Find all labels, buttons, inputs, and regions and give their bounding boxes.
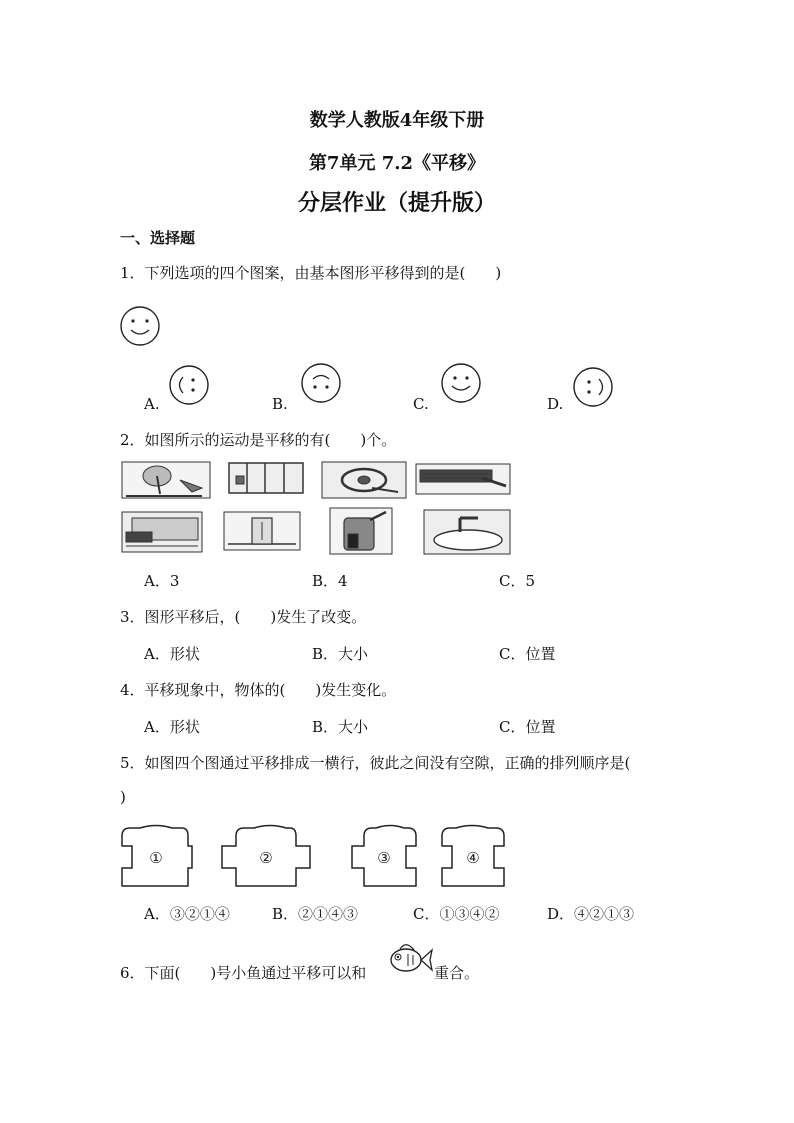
q3-option-b[interactable]: B．大小 xyxy=(312,645,369,663)
q5-option-b[interactable]: B．②①④③ xyxy=(272,905,359,923)
question-3-stem: 3．图形平移后，( )发生了改变。 xyxy=(120,608,367,626)
q2-option-b[interactable]: B．4 xyxy=(312,572,348,590)
question-2-stem: 2．如图所示的运动是平移的有( )个。 xyxy=(120,431,397,449)
picture-drawer-icon xyxy=(122,512,202,552)
q4-option-c[interactable]: C．位置 xyxy=(499,718,556,736)
puzzle-label-3: ③ xyxy=(377,849,391,867)
q1-option-a-label: A. xyxy=(144,395,160,413)
q1-option-d-label: D. xyxy=(547,395,564,413)
q1-option-c-label: C. xyxy=(413,395,429,413)
q3-option-a[interactable]: A．形状 xyxy=(144,645,200,663)
puzzle-shape-2-icon xyxy=(220,826,314,890)
section-heading: 一、选择题 xyxy=(120,229,196,247)
question-4-stem: 4．平移现象中，物体的( )发生变化。 xyxy=(120,681,397,699)
question-5-stem-line-2: ) xyxy=(120,788,126,806)
picture-faucet-sink-icon xyxy=(424,510,510,554)
smiley-option-a-icon[interactable] xyxy=(168,364,212,408)
question-5-stem-line-1: 5．如图四个图通过平移排成一横行，彼此之间没有空隙，正确的排列顺序是( xyxy=(120,754,631,772)
picture-steering-wheel-icon xyxy=(322,462,406,498)
q4-option-a[interactable]: A．形状 xyxy=(144,718,200,736)
header-line-1: 数学人教版4年级下册 xyxy=(309,110,485,131)
q4-option-b[interactable]: B．大小 xyxy=(312,718,369,736)
header-line-2: 第7单元 7.2《平移》 xyxy=(308,153,486,174)
q5-option-d[interactable]: D．④②①③ xyxy=(547,905,635,923)
smiley-base-icon xyxy=(118,304,164,350)
smiley-option-b-icon[interactable] xyxy=(300,362,344,406)
picture-drawer-slide-icon xyxy=(416,464,510,494)
fish-icon xyxy=(388,938,434,978)
question-6-stem-after: 重合。 xyxy=(434,964,480,982)
puzzle-shape-3-icon xyxy=(350,826,420,890)
question-1-stem: 1．下列选项的四个图案，由基本图形平移得到的是( ) xyxy=(120,264,502,282)
header-line-3: 分层作业（提升版） xyxy=(297,190,496,216)
picture-fan-icon xyxy=(122,462,210,498)
picture-window-icon xyxy=(228,462,304,494)
picture-sliding-door-icon xyxy=(224,512,300,550)
smiley-option-c-icon[interactable] xyxy=(440,362,484,406)
puzzle-shape-1-icon xyxy=(120,826,194,890)
q1-option-b-label: B. xyxy=(272,395,288,413)
picture-pencil-sharpener-icon xyxy=(330,508,392,554)
question-6-stem-before: 6．下面( )号小鱼通过平移可以和 xyxy=(120,964,367,982)
q2-option-c[interactable]: C．5 xyxy=(499,572,536,590)
q2-option-a[interactable]: A．3 xyxy=(144,572,180,590)
q3-option-c[interactable]: C．位置 xyxy=(499,645,556,663)
puzzle-label-1: ① xyxy=(149,849,163,867)
puzzle-shape-4-icon xyxy=(440,826,508,890)
q5-option-a[interactable]: A．③②①④ xyxy=(144,905,230,923)
puzzle-label-2: ② xyxy=(259,849,273,867)
puzzle-label-4: ④ xyxy=(466,849,480,867)
smiley-option-d-icon[interactable] xyxy=(572,366,616,410)
q5-option-c[interactable]: C．①③④② xyxy=(413,905,500,923)
